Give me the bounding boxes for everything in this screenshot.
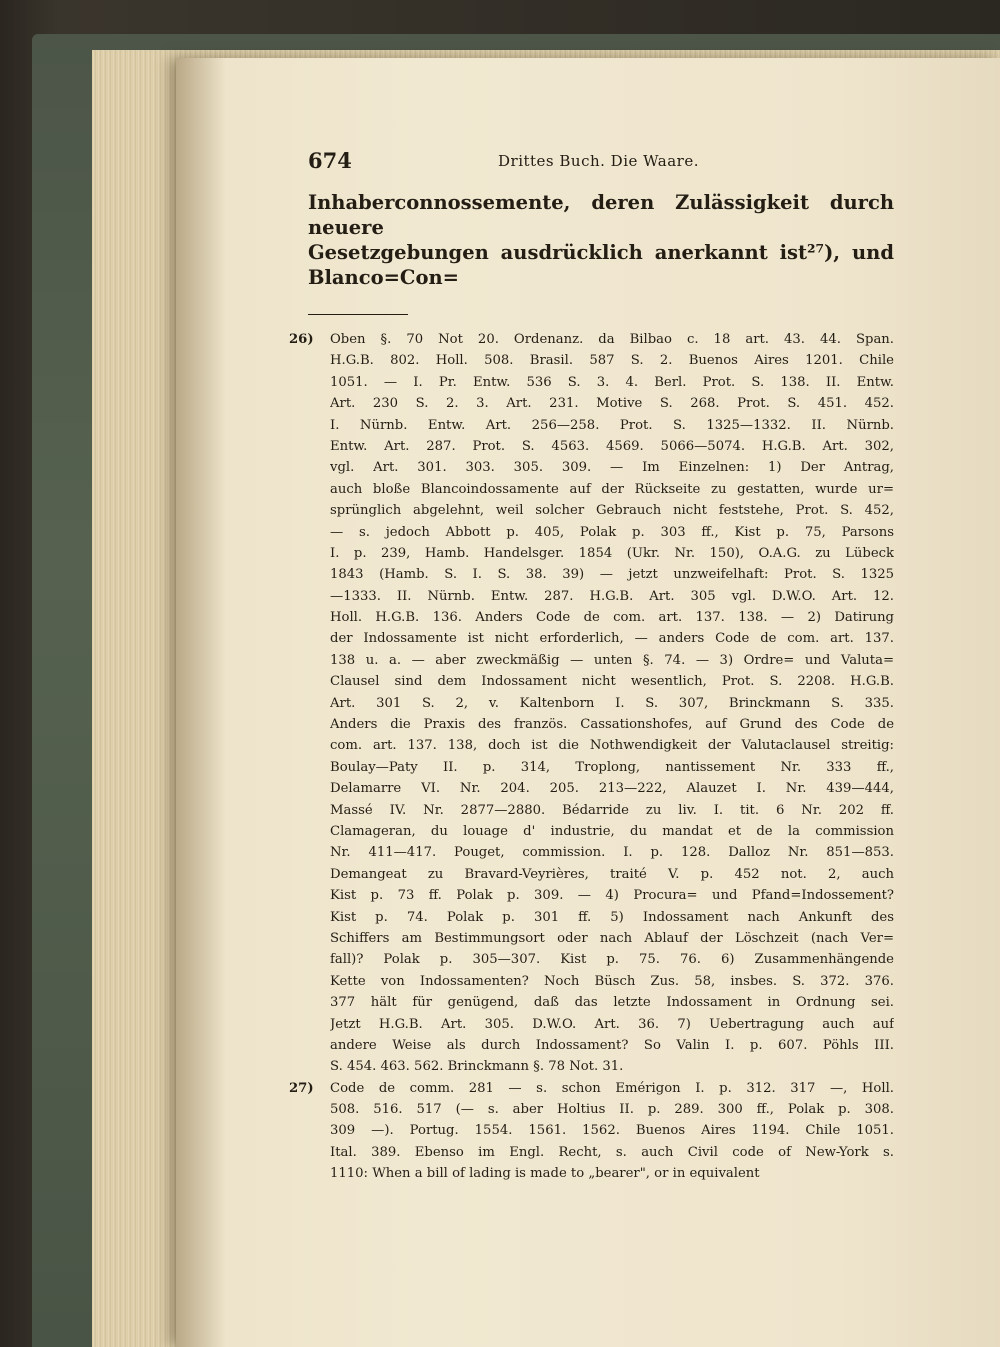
footnote-line: Delamarre VI. Nr. 204. 205. 213—222, Alauzet I. Nr. 439—444, — [330, 781, 894, 797]
footnote-line: Kist p. 73 ff. Polak p. 309. — 4) Procura= und Pfand=Indossement? — [330, 888, 894, 904]
footnote-line: Art. 230 S. 2. 3. Art. 231. Motive S. 268. Prot. S. 451. 452. — [330, 396, 894, 412]
footnote-line: Code de comm. 281 — s. schon Emérigon I. p. 312. 317 —, Holl. — [330, 1080, 894, 1096]
footnote-line: com. art. 137. 138, doch ist die Nothwendigkeit der Valutaclausel streitig: — [330, 738, 894, 754]
page-number: 674 — [308, 148, 352, 173]
footnote-line: Anders die Praxis des französ. Cassationshofes, auf Grund des Code de — [330, 717, 894, 733]
footnotes — [289, 329, 894, 1185]
footnote-line: H.G.B. 802. Holl. 508. Brasil. 587 S. 2. Buenos Aires 1201. Chile — [330, 353, 894, 369]
footnote-line: 138 u. a. — aber zweckmäßig — unten §. 74. — 3) Ordre= und Valuta= — [330, 652, 894, 668]
footnote-line: —1333. II. Nürnb. Entw. 287. H.G.B. Art. 305 vgl. D.W.O. Art. 12. — [330, 588, 894, 604]
footnote-line: sprünglich abgelehnt, weil solcher Gebrauch nicht feststehe, Prot. S. 452, — [330, 503, 894, 519]
footnote-line: Oben §. 70 Not 20. Ordenanz. da Bilbao c. 18 art. 43. 44. Span. — [330, 332, 894, 347]
footnote-line: S. 454. 463. 562. Brinckmann §. 78 Not. 31. — [330, 1059, 624, 1075]
footnote-line: I. Nürnb. Entw. Art. 256—258. Prot. S. 1325—1332. II. Nürnb. — [330, 417, 894, 433]
footnote — [289, 329, 894, 1078]
footnote-line: 1110: When a bill of lading is made to „bearer", or in equivalent — [330, 1166, 760, 1182]
footnote-number: 27) — [289, 1080, 314, 1096]
footnote-line: Ital. 389. Ebenso im Engl. Recht, s. auch Civil code of New-York s. — [330, 1144, 894, 1160]
footnote-line: I. p. 239, Hamb. Handelsger. 1854 (Ukr. Nr. 150), O.A.G. zu Lübeck — [330, 545, 894, 561]
footnote-line: — s. jedoch Abbott p. 405, Polak p. 303 ff., Kist p. 75, Parsons — [330, 524, 894, 540]
main-text — [308, 190, 894, 290]
page-content — [289, 140, 894, 1185]
footnote-rule — [308, 314, 408, 315]
page-gutter-shadow — [176, 58, 226, 1347]
footnote-line: Schiffers am Bestimmungsort oder nach Ablauf der Löschzeit (nach Ver= — [330, 930, 894, 946]
footnote-line: Entw. Art. 287. Prot. S. 4563. 4569. 5066—5074. H.G.B. Art. 302, — [330, 438, 894, 454]
footnote-line: Art. 301 S. 2, v. Kaltenborn I. S. 307, Brinckmann S. 335. — [330, 695, 894, 711]
footnote-line: Kist p. 74. Polak p. 301 ff. 5) Indossament nach Ankunft des — [330, 909, 894, 925]
footnote — [289, 1078, 894, 1185]
footnote-line: Boulay—Paty II. p. 314, Troplong, nantissement Nr. 333 ff., — [330, 759, 894, 775]
footnote-line: Clamageran, du louage d' industrie, du mandat et de la commission — [330, 823, 894, 839]
running-head: Drittes Buch. Die Waare. — [498, 152, 699, 170]
footnote-line: Demangeat zu Bravard-Veyrières, traité V. p. 452 not. 2, auch — [330, 866, 894, 882]
footnote-line: 1051. — I. Pr. Entw. 536 S. 3. 4. Berl. Prot. S. 138. II. Entw. — [330, 374, 894, 390]
footnote-line: Massé IV. Nr. 2877—2880. Bédarride zu liv. I. tit. 6 Nr. 202 ff. — [330, 802, 894, 818]
footnote-line: 1843 (Hamb. S. I. S. 38. 39) — jetzt unzweifelhaft: Prot. S. 1325 — [330, 567, 894, 583]
main-text-line: Gesetzgebungen ausdrücklich anerkannt ist²⁷), und Blanco=Con= — [308, 241, 894, 289]
footnote-line: 377 hält für genügend, daß das letzte Indossament in Ordnung sei. — [330, 995, 894, 1011]
main-text-line: Inhaberconnossemente, deren Zulässigkeit durch neuere — [308, 191, 894, 239]
footnote-line: 309 —). Portug. 1554. 1561. 1562. Buenos Aires 1194. Chile 1051. — [330, 1123, 894, 1139]
page-header — [308, 140, 894, 182]
footnote-line: fall)? Polak p. 305—307. Kist p. 75. 76. 6) Zusammenhängende — [330, 952, 894, 968]
footnote-line: andere Weise als durch Indossament? So Valin I. p. 607. Pöhls III. — [330, 1037, 894, 1053]
footnote-line: auch bloße Blancoindossamente auf der Rückseite zu gestatten, wurde ur= — [330, 481, 894, 497]
footnote-line: Nr. 411—417. Pouget, commission. I. p. 128. Dalloz Nr. 851—853. — [330, 845, 894, 861]
footnote-line: der Indossamente ist nicht erforderlich, — anders Code de com. art. 137. — [330, 631, 894, 647]
footnote-line: Clausel sind dem Indossament nicht wesentlich, Prot. S. 2208. H.G.B. — [330, 674, 894, 690]
footnote-line: Jetzt H.G.B. Art. 305. D.W.O. Art. 36. 7) Uebertragung auch auf — [330, 1016, 894, 1032]
footnote-line: 508. 516. 517 (— s. aber Holtius II. p. 289. 300 ff., Polak p. 308. — [330, 1102, 894, 1118]
footnote-line: Holl. H.G.B. 136. Anders Code de com. art. 137. 138. — 2) Datirung — [330, 610, 894, 626]
footnote-line: Kette von Indossamenten? Noch Büsch Zus. 58, insbes. S. 372. 376. — [330, 973, 894, 989]
footnote-number: 26) — [289, 332, 314, 347]
footnote-line: vgl. Art. 301. 303. 305. 309. — Im Einzelnen: 1) Der Antrag, — [330, 460, 894, 476]
